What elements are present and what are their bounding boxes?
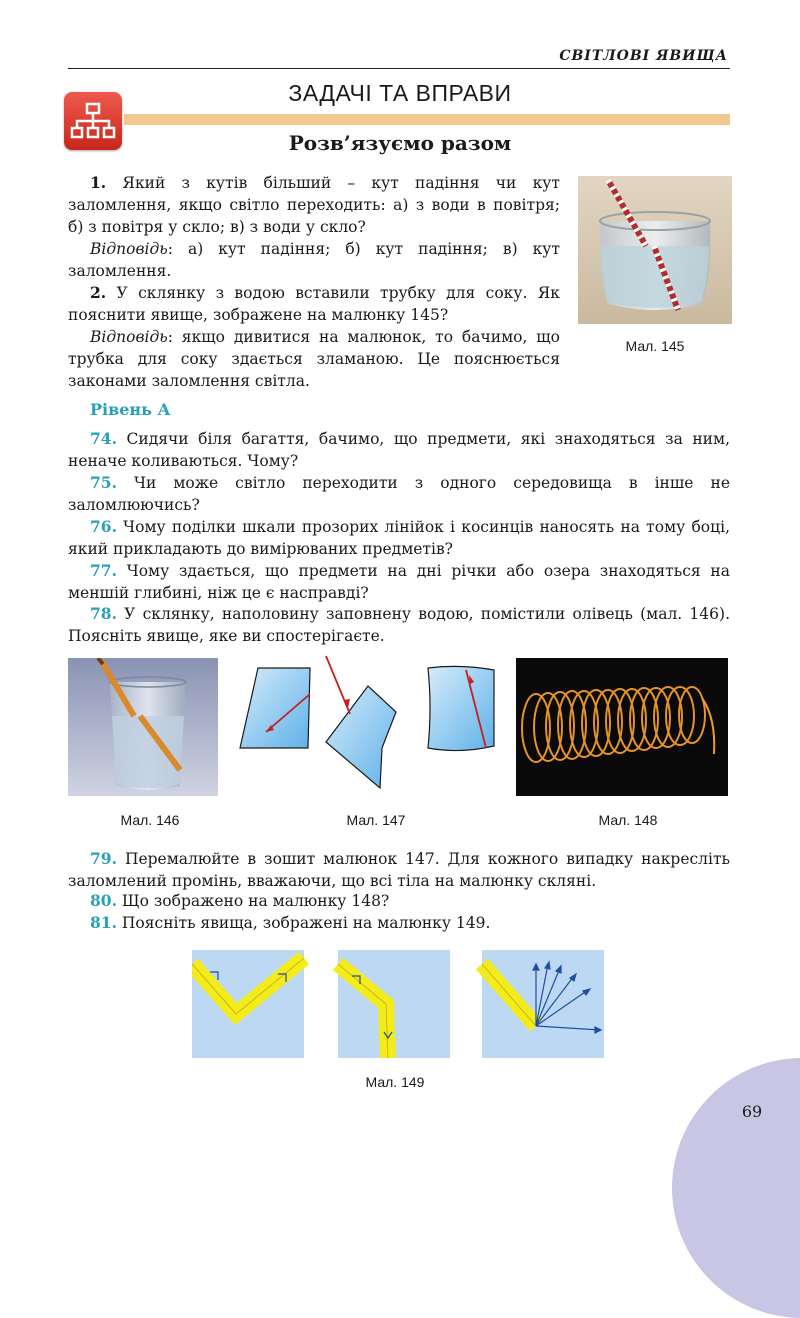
exercise-77 (68, 560, 730, 604)
exercise-number: 76. (90, 517, 117, 536)
solved-answer-2 (68, 326, 560, 392)
figure-145-image (578, 176, 732, 324)
exercise-number: 74. (90, 429, 117, 448)
figure-149-caption: Мал. 149 (365, 1074, 425, 1090)
level-title: Рівень А (90, 400, 171, 419)
exercise-text: Сидячи біля багаття, бачимо, що предмети, які знаходяться за ним, неначе коливаються. Чому? (68, 430, 730, 470)
figure-148-caption: Мал. 148 (598, 812, 658, 828)
answer-label: Відповідь (90, 328, 168, 346)
exercise-number: 80. (90, 891, 117, 910)
figure-147-caption: Мал. 147 (346, 812, 406, 828)
exercise-number: 75. (90, 473, 117, 492)
title-band (124, 114, 730, 125)
problem-number: 1. (90, 173, 107, 192)
exercise-text: Що зображено на малюнку 148? (116, 892, 390, 910)
exercise-text: Перемалюйте в зошит малюнок 147. Для кожного випадку накресліть заломлений промінь, вважаючи, що всі тіла на малюнку скляні. (68, 850, 730, 890)
exercise-78 (68, 603, 730, 647)
exercise-text: У склянку, наполовину заповнену водою, помістили олівець (мал. 146). Поясніть явище, яке ви спостерігаєте. (68, 605, 730, 645)
solved-problem-1 (68, 172, 560, 238)
answer-label: Відповідь (90, 240, 168, 258)
section-title: ЗАДАЧІ ТА ВПРАВИ (288, 80, 512, 106)
exercise-76 (68, 516, 730, 560)
exercise-text: Чому поділки шкали прозорих лінійок і косинців наносять на тому боці, який прикладають до вимірюваних предметів? (68, 518, 730, 558)
hierarchy-icon (64, 92, 122, 150)
exercise-text: Чому здається, що предмети на дні річки або озера знаходяться на меншій глибині, ніж це є насправді? (68, 562, 730, 602)
problem-number: 2. (90, 283, 107, 302)
problem-text: У склянку з водою вставили трубку для соку. Як пояснити явище, зображене на малюнку 145? (68, 284, 560, 324)
figure-147-image (238, 650, 506, 798)
figure-149-image (192, 950, 604, 1058)
exercise-79 (68, 848, 730, 892)
solved-answer-1 (68, 238, 560, 282)
exercise-text: Поясніть явища, зображені на малюнку 149. (116, 914, 491, 932)
problem-text: Який з кутів більший – кут падіння чи кут заломлення, якщо світло переходить: а) з води в повітря; б) з повітря у скло; в) з води у скло? (68, 174, 560, 236)
page-number: 69 (741, 1102, 763, 1121)
answer-text: : якщо дивитися на малюнок, то бачимо, що трубка для соку здається зламаною. Це пояснюється законами заломлення світла. (68, 328, 560, 390)
page-corner-decoration (672, 1058, 800, 1318)
header-rule (68, 68, 730, 69)
exercise-text: Чи може світло переходити з одного середовища в інше не заломлюючись? (68, 474, 730, 514)
exercise-80 (68, 890, 730, 912)
figure-146-caption: Мал. 146 (120, 812, 180, 828)
answer-text: : а) кут падіння; б) кут падіння; в) кут заломлення. (68, 240, 560, 280)
exercise-number: 77. (90, 561, 117, 580)
solved-problem-2 (68, 282, 560, 326)
running-head: СВІТЛОВІ ЯВИЩА (559, 48, 728, 64)
exercise-number: 81. (90, 913, 117, 932)
figure-148-image (516, 658, 728, 796)
figure-146-image (68, 658, 218, 796)
exercise-81 (68, 912, 730, 934)
figure-145-caption: Мал. 145 (625, 338, 685, 354)
exercise-74 (68, 428, 730, 472)
exercise-75 (68, 472, 730, 516)
exercise-number: 78. (90, 604, 117, 623)
exercise-number: 79. (90, 849, 117, 868)
subsection-title: Розв’язуємо разом (288, 131, 512, 155)
